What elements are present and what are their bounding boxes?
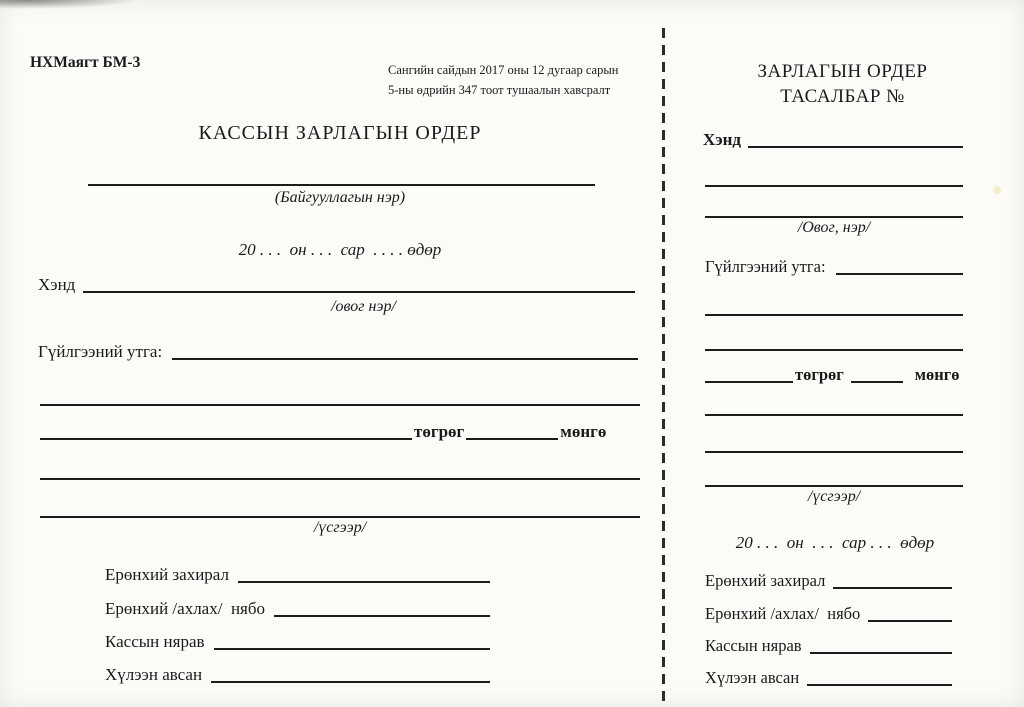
stub-title-line1: ЗАРЛАГЫН ОРДЕР	[757, 61, 928, 82]
amount-words-line-2	[40, 516, 640, 518]
stub-recipient-row	[703, 129, 963, 150]
stub-purpose-row	[705, 256, 963, 277]
signature-fill-line	[274, 615, 490, 617]
purpose-continuation-line	[40, 404, 640, 406]
org-name-fill-line	[88, 184, 595, 186]
date-blank-line: 20 . . . он . . . сар . . . . өдөр	[238, 240, 442, 259]
stub-signature-row-director	[705, 570, 952, 591]
stub-amount-words-line-3	[705, 485, 963, 487]
amount-tugrug-label: төгрөг	[414, 422, 465, 441]
signature-fill-line	[807, 684, 952, 686]
recipient-caption: /овог нэр/	[331, 298, 396, 315]
signature-label: Ерөнхий /ахлах/ нябо	[705, 604, 861, 623]
stub-recipient-line-3	[705, 216, 963, 218]
scan-speck	[993, 186, 1001, 194]
stub-recipient-caption: /Овог, нэр/	[797, 219, 871, 236]
org-name-caption: (Байгууллагын нэр)	[274, 189, 406, 206]
signature-fill-line	[833, 587, 952, 589]
recipient-fill-line	[83, 291, 635, 293]
stub-signature-row-cashier	[705, 635, 952, 656]
stub-amount-row	[705, 366, 965, 385]
stub-purpose-label: Гүйлгээний утга:	[705, 257, 826, 276]
signature-row-cashier	[105, 631, 490, 652]
recipient-row	[38, 274, 635, 295]
purpose-label: Гүйлгээний утга:	[38, 342, 163, 361]
stub-title-line2: ТАСАЛБАР №	[780, 86, 905, 107]
stub-signature-row-accountant	[705, 603, 952, 624]
stub-date-blank-line: 20 . . . он . . . сар . . . өдөр	[735, 533, 935, 552]
signature-label: Кассын нярав	[105, 632, 205, 651]
stub-amount-tugrug-label: төгрөг	[795, 365, 844, 384]
stub-purpose-fill-line	[836, 273, 963, 275]
signature-row-accountant	[105, 598, 490, 619]
amount-mungu-label: мөнгө	[560, 422, 607, 441]
purpose-row	[38, 341, 638, 362]
signature-label: Ерөнхий /ахлах/ нябо	[105, 599, 266, 618]
signature-label: Кассын нярав	[705, 636, 802, 655]
signature-label: Хүлээн авсан	[705, 668, 800, 687]
stub-amount-words-line-2	[705, 451, 963, 453]
form-code: НХМаягт БМ-3	[30, 54, 141, 71]
amount-mungu-fill-line	[466, 438, 558, 440]
stub-amount-mungu-label: мөнгө	[914, 365, 960, 384]
stub-amount-mungu-fill-line	[851, 381, 903, 383]
stub-amount-words-caption: /үсгээр/	[807, 488, 861, 505]
attachment-note-line1: Сангийн сайдын 2017 оны 12 дугаар сарын	[388, 63, 619, 77]
perforation-dashed-line	[662, 28, 665, 704]
signature-fill-line	[238, 581, 490, 583]
signature-fill-line	[868, 620, 952, 622]
signature-label: Ерөнхий захирал	[705, 571, 826, 590]
signature-fill-line	[214, 648, 490, 650]
stub-amount-tugrug-fill-line	[705, 381, 793, 383]
amount-tugrug-fill-line	[40, 438, 412, 440]
amount-words-caption: /үсгээр/	[313, 519, 367, 536]
scan-smudge	[0, 0, 140, 9]
stub-amount-words-line-1	[705, 414, 963, 416]
recipient-label: Хэнд	[38, 275, 76, 294]
stub-purpose-continuation-line-2	[705, 349, 963, 351]
stub-recipient-fill-line	[748, 146, 963, 148]
signature-fill-line	[810, 652, 952, 654]
attachment-note-line2: 5-ны өдрийн 347 тоот тушаалын хавсралт	[388, 83, 611, 97]
amount-row	[40, 423, 632, 442]
stub-purpose-continuation-line-1	[705, 314, 963, 316]
amount-words-line-1	[40, 478, 640, 480]
stub-signature-row-receiver	[705, 667, 952, 688]
purpose-fill-line	[172, 358, 638, 360]
signature-label: Хүлээн авсан	[105, 665, 203, 684]
signature-label: Ерөнхий захирал	[105, 565, 229, 584]
signature-row-receiver	[105, 664, 490, 685]
stub-recipient-label: Хэнд	[703, 130, 742, 149]
attachment-note	[388, 60, 618, 100]
main-form-title: КАССЫН ЗАРЛАГЫН ОРДЕР	[198, 122, 482, 144]
signature-fill-line	[211, 681, 490, 683]
stub-recipient-line-2	[705, 185, 963, 187]
signature-row-director	[105, 564, 490, 585]
